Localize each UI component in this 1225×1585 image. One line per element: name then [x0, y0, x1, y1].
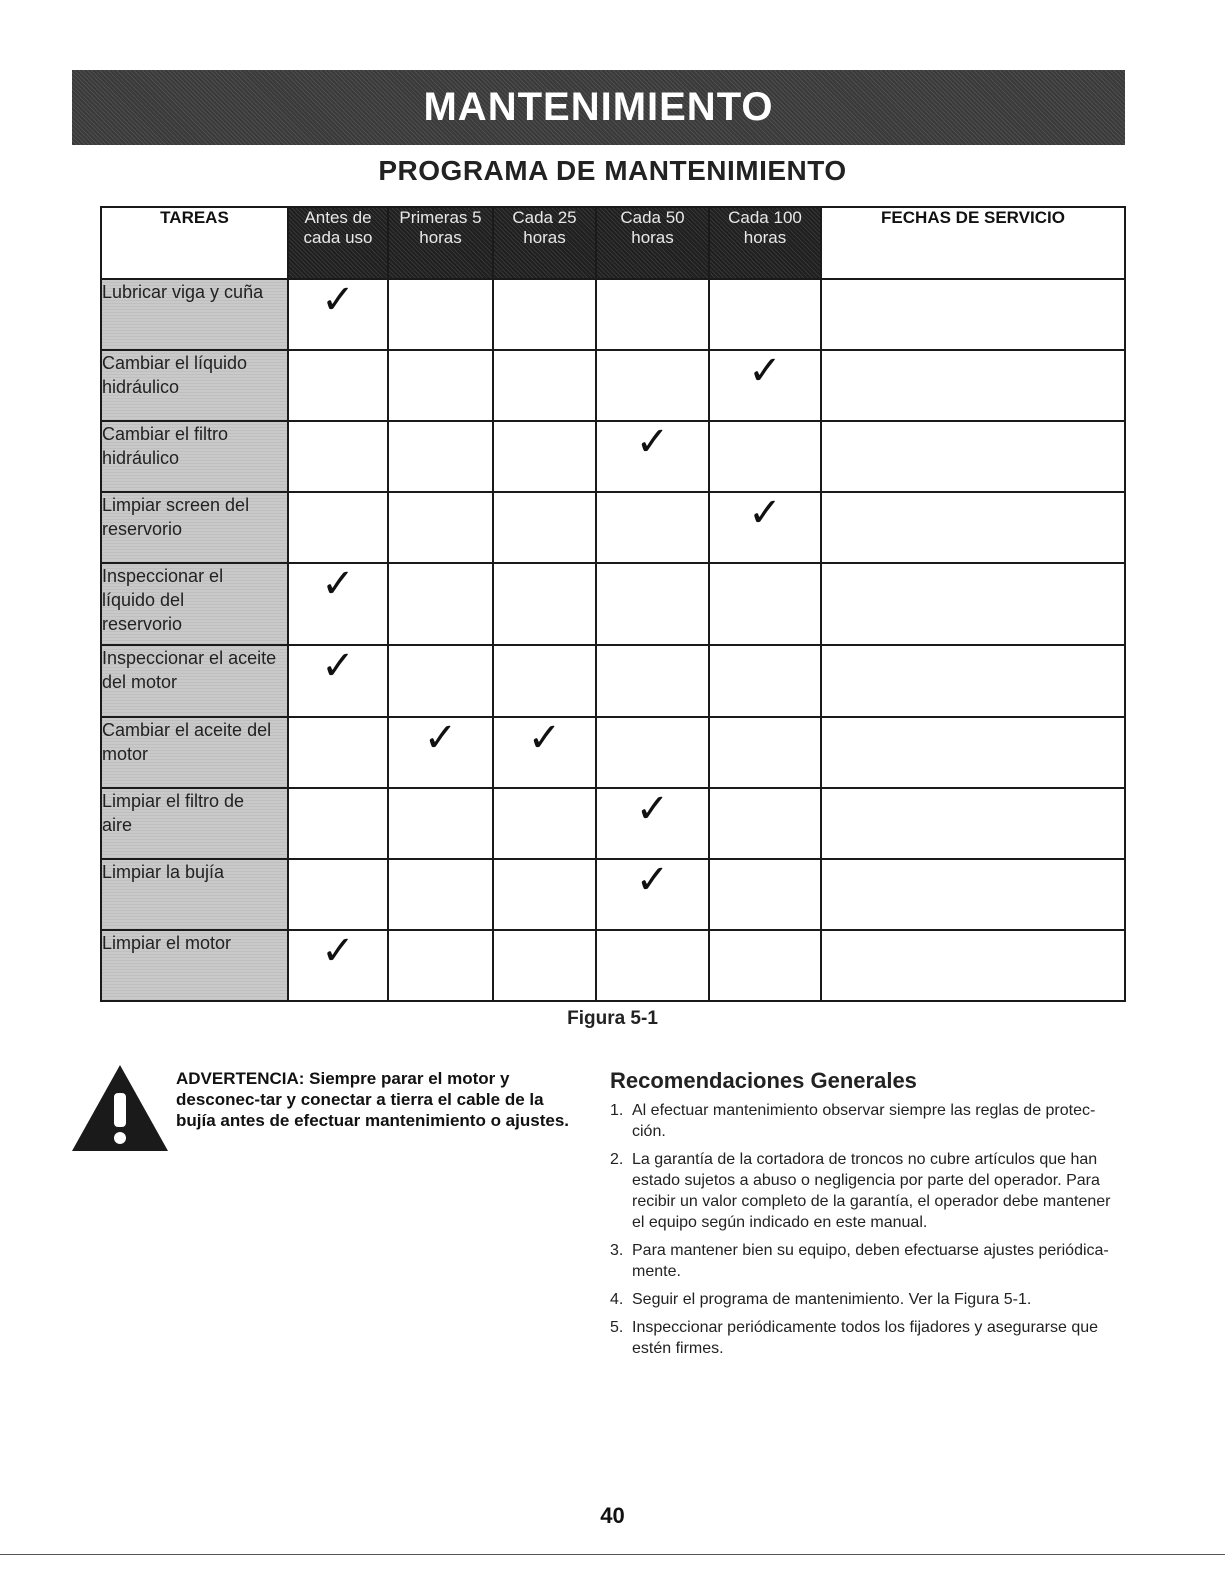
- interval-cell: [493, 563, 596, 645]
- task-cell: [101, 859, 288, 930]
- service-date-cell: [821, 279, 1125, 350]
- interval-cell: [388, 714, 493, 788]
- interval-cell: [493, 492, 596, 563]
- interval-cell: [288, 645, 388, 716]
- interval-cell: [288, 788, 388, 859]
- freq-header-label: Antes de cada uso: [303, 208, 373, 247]
- list-item: [610, 1100, 1125, 1142]
- checkmark-icon: ✓: [635, 419, 670, 466]
- interval-cell: [709, 563, 821, 645]
- interval-cell: [493, 279, 596, 350]
- interval-cell: [388, 279, 493, 350]
- interval-cell: [493, 930, 596, 1001]
- interval-cell: [288, 717, 388, 788]
- interval-cell: [288, 279, 388, 350]
- recommendations-list: [610, 1100, 1125, 1366]
- interval-cell: [493, 859, 596, 930]
- freq-header-cada-50: [596, 207, 709, 279]
- checkmark-icon: ✓: [635, 856, 670, 903]
- freq-header-cada-25: [493, 207, 596, 279]
- service-date-cell: [821, 859, 1125, 930]
- task-label: Cambiar el filtro hidráulico: [102, 424, 229, 469]
- service-date-cell: [821, 421, 1125, 492]
- interval-cell: [493, 645, 596, 716]
- task-cell: [101, 279, 288, 350]
- list-item-number: 3.: [610, 1242, 624, 1259]
- list-item-text: Para mantener bien su equipo, deben efectuarse ajustes periódica-mente.: [632, 1242, 1109, 1280]
- banner-title: MANTENIMIENTO: [423, 85, 774, 129]
- service-date-cell: [821, 717, 1125, 788]
- freq-header-antes: [288, 207, 388, 279]
- interval-cell: [493, 421, 596, 492]
- task-label: Limpiar el motor: [102, 932, 232, 953]
- interval-cell: [596, 930, 709, 1001]
- interval-cell: [709, 859, 821, 930]
- list-item-number: 2.: [610, 1151, 624, 1168]
- section-banner: [72, 70, 1125, 145]
- interval-cell: [288, 421, 388, 492]
- interval-cell: [596, 421, 709, 492]
- task-cell: [101, 350, 288, 421]
- checkmark-icon: ✓: [748, 348, 782, 395]
- interval-cell: [596, 563, 709, 645]
- table-row: [101, 859, 1125, 930]
- interval-cell: [709, 788, 821, 859]
- interval-cell: [709, 279, 821, 350]
- service-date-cell: [821, 563, 1125, 645]
- interval-cell: [596, 856, 709, 930]
- table-row: [101, 279, 1125, 350]
- freq-header-label: Cada 50 horas: [620, 208, 685, 247]
- list-item: [610, 1317, 1125, 1359]
- task-cell: [101, 645, 288, 716]
- interval-cell: [596, 350, 709, 421]
- service-date-cell: [821, 645, 1125, 716]
- task-label: Inspeccionar el aceite del motor: [102, 648, 277, 693]
- interval-cell: [288, 927, 388, 1001]
- warning-text: ADVERTENCIA: Siempre parar el motor y desconec-tar y conectar a tierra el cable de la bujía antes de efectuar mantenimiento o ajustes.: [176, 1069, 569, 1130]
- task-cell: [101, 421, 288, 492]
- service-date-cell: [821, 350, 1125, 421]
- checkmark-icon: ✓: [423, 714, 458, 761]
- table-row: [101, 421, 1125, 492]
- interval-cell: [288, 563, 388, 645]
- table-row: [101, 645, 1125, 716]
- interval-cell: [596, 492, 709, 563]
- list-item-text: Al efectuar mantenimiento observar siempre las reglas de protec-ción.: [632, 1102, 1096, 1140]
- interval-cell: [596, 279, 709, 350]
- interval-cell: [388, 859, 493, 930]
- interval-cell: [388, 788, 493, 859]
- checkmark-icon: ✓: [321, 561, 355, 608]
- interval-cell: [388, 492, 493, 563]
- checkmark-icon: ✓: [321, 927, 355, 974]
- recommendations-title: Recomendaciones Generales: [610, 1068, 917, 1093]
- list-item: [610, 1289, 1125, 1310]
- checkmark-icon: ✓: [527, 714, 562, 761]
- task-label: Limpiar la bujía: [102, 861, 225, 882]
- task-cell: [101, 930, 288, 1001]
- task-label: Cambiar el líquido hidráulico: [102, 353, 248, 398]
- freq-header-primeras-5: [388, 207, 493, 279]
- list-item-text: La garantía de la cortadora de troncos no cubre artículos que han estado sujetos a abuso o negligencia por parte del operador. Para recibir un valor completo de la garantía, el operador debe mantener el equipo según indicado en este manual.: [632, 1151, 1111, 1231]
- task-label: Limpiar el filtro de aire: [102, 790, 245, 835]
- list-item-text: Seguir el programa de mantenimiento. Ver la Figura 5-1.: [632, 1291, 1032, 1308]
- interval-cell: [596, 785, 709, 859]
- table-row: [101, 930, 1125, 1001]
- freq-header-label: Primeras 5 horas: [399, 208, 482, 247]
- list-item-text: Inspeccionar periódicamente todos los fijadores y asegurarse que estén firmes.: [632, 1319, 1099, 1357]
- table-header-row: [101, 207, 1125, 279]
- interval-cell: [596, 717, 709, 788]
- table-row: [101, 563, 1125, 645]
- figure-caption: Figura 5-1: [567, 1008, 658, 1029]
- list-item: [610, 1149, 1125, 1233]
- task-label: Cambiar el aceite del motor: [102, 719, 272, 764]
- interval-cell: [288, 859, 388, 930]
- service-date-cell: [821, 492, 1125, 563]
- table-row: [101, 492, 1125, 563]
- service-date-cell: [821, 930, 1125, 1001]
- interval-cell: [709, 717, 821, 788]
- footer-divider: [0, 1554, 1225, 1555]
- task-label: Limpiar screen del reservorio: [102, 495, 250, 540]
- maintenance-schedule-table: [100, 206, 1126, 1002]
- checkmark-icon: ✓: [321, 277, 355, 323]
- schedule-title: PROGRAMA DE MANTENIMIENTO: [378, 155, 847, 186]
- interval-cell: [388, 645, 493, 716]
- freq-header-label: Cada 100 horas: [728, 208, 802, 247]
- interval-cell: [493, 350, 596, 421]
- list-item-number: 5.: [610, 1319, 624, 1336]
- interval-cell: [388, 350, 493, 421]
- interval-cell: [388, 421, 493, 492]
- interval-cell: [709, 930, 821, 1001]
- task-cell: [101, 492, 288, 563]
- interval-cell: [388, 930, 493, 1001]
- task-cell: [101, 563, 288, 645]
- task-label: Lubricar viga y cuña: [102, 282, 264, 302]
- page-number: 40: [600, 1503, 625, 1528]
- list-item-number: 4.: [610, 1291, 624, 1308]
- interval-cell: [493, 788, 596, 859]
- freq-header-cada-100: [709, 207, 821, 279]
- interval-cell: [709, 350, 821, 421]
- task-cell: [101, 788, 288, 859]
- checkmark-icon: ✓: [748, 490, 782, 537]
- table-row: [101, 350, 1125, 421]
- checkmark-icon: ✓: [321, 643, 355, 690]
- interval-cell: [709, 492, 821, 563]
- interval-cell: [709, 421, 821, 492]
- service-date-cell: [821, 788, 1125, 859]
- interval-cell: [709, 645, 821, 716]
- table-row: [101, 717, 1125, 788]
- interval-cell: [493, 714, 596, 788]
- interval-cell: [288, 350, 388, 421]
- task-label: Inspeccionar el líquido del reservorio: [102, 566, 224, 635]
- interval-cell: [596, 645, 709, 716]
- warning-triangle-icon: [70, 1063, 170, 1153]
- list-item-number: 1.: [610, 1102, 624, 1119]
- tareas-header: TAREAS: [101, 207, 288, 279]
- table-row: [101, 788, 1125, 859]
- interval-cell: [388, 563, 493, 645]
- freq-header-label: Cada 25 horas: [512, 208, 577, 247]
- checkmark-icon: ✓: [635, 785, 670, 832]
- fechas-header: FECHAS DE SERVICIO: [821, 207, 1125, 279]
- interval-cell: [288, 492, 388, 563]
- list-item: [610, 1240, 1125, 1282]
- task-cell: [101, 717, 288, 788]
